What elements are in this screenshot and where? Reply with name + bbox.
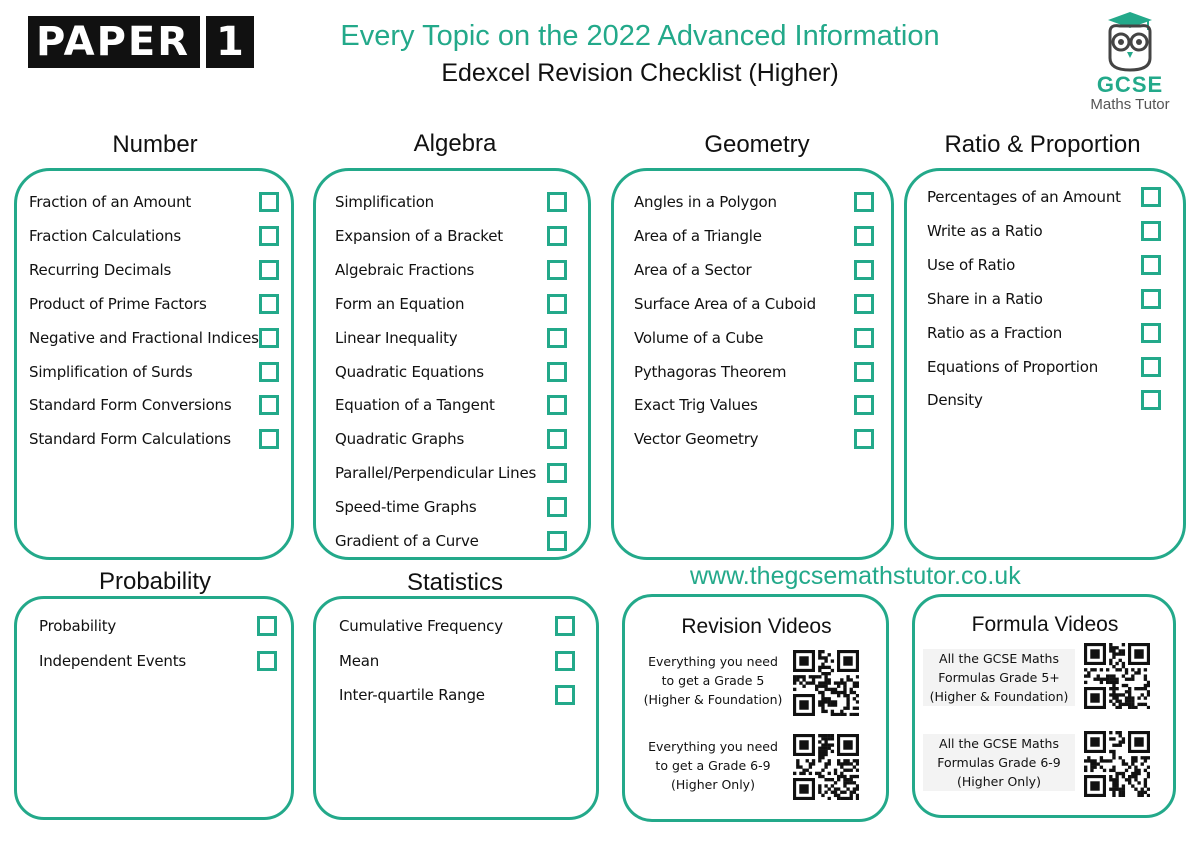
checkbox[interactable] (547, 497, 567, 517)
logo-gcse-text: GCSE (1096, 72, 1164, 97)
checklist-item-label: Standard Form Calculations (29, 430, 231, 449)
checklist-item-label: Pythagoras Theorem (634, 362, 787, 381)
algebra-box (313, 168, 591, 560)
qr-code-icon[interactable] (793, 650, 859, 716)
checklist-item-label: Parallel/Perpendicular Lines (335, 464, 537, 483)
checkbox[interactable] (259, 226, 279, 246)
checkbox[interactable] (1141, 221, 1161, 241)
checklist-item-label: Simplification of Surds (29, 362, 193, 381)
checkbox[interactable] (259, 294, 279, 314)
checkbox[interactable] (547, 362, 567, 382)
checkbox[interactable] (547, 328, 567, 348)
checklist-item-label: Fraction Calculations (29, 226, 181, 245)
checkbox[interactable] (259, 192, 279, 212)
checklist-item-label: Cumulative Frequency (339, 617, 503, 635)
paper-number: 1 (206, 16, 254, 68)
checklist-item-label: Quadratic Equations (335, 362, 484, 381)
website-link[interactable]: www.thegcsemathstutor.co.uk (690, 562, 1021, 590)
checkbox[interactable] (1141, 390, 1161, 410)
geometry-box (611, 168, 894, 560)
checkbox[interactable] (257, 616, 277, 636)
revision-videos-box (622, 594, 889, 822)
checkbox[interactable] (1141, 289, 1161, 309)
checklist-item-label: Equations of Proportion (927, 357, 1099, 376)
checklist-item-label: Ratio as a Fraction (927, 323, 1063, 342)
checkbox[interactable] (259, 395, 279, 415)
checkbox[interactable] (259, 260, 279, 280)
checklist-item-label: Probability (39, 617, 117, 635)
formula-videos-title: Formula Videos (971, 613, 1119, 636)
checkbox[interactable] (854, 328, 874, 348)
checkbox[interactable] (547, 192, 567, 212)
paper-word: PAPER (28, 16, 200, 68)
page-title: Every Topic on the 2022 Advanced Information (340, 20, 940, 52)
checklist-item-label: Independent Events (39, 651, 187, 670)
checklist-item-label: Share in a Ratio (927, 289, 1043, 308)
checkbox[interactable] (555, 651, 575, 671)
checklist-item-label: Use of Ratio (927, 255, 1016, 274)
page-subtitle: Edexcel Revision Checklist (Higher) (441, 59, 839, 87)
checkbox[interactable] (854, 395, 874, 415)
checkbox[interactable] (547, 463, 567, 483)
checkbox[interactable] (1141, 187, 1161, 207)
checklist-item-label: Percentages of an Amount (927, 188, 1121, 206)
checklist-item-label: Recurring Decimals (29, 260, 172, 279)
revision-videos-title: Revision Videos (681, 615, 832, 638)
paper-badge (28, 16, 254, 68)
formula-videos-box (912, 594, 1176, 818)
checklist-item-label: Inter-quartile Range (339, 686, 485, 704)
ratio-box (904, 168, 1186, 560)
checklist-item-label: Linear Inequality (335, 328, 458, 347)
checkbox[interactable] (547, 294, 567, 314)
number-box (14, 168, 294, 560)
probability-box (14, 596, 294, 820)
checkbox[interactable] (555, 685, 575, 705)
checklist-item-label: Negative and Fractional Indices (29, 328, 259, 347)
checklist-item-label: Mean (339, 651, 380, 670)
checklist-item-label: Expansion of a Bracket (335, 226, 503, 245)
gcse-maths-tutor-logo (1070, 10, 1190, 120)
checklist-item-label: Angles in a Polygon (634, 193, 777, 211)
checklist-item-label: Volume of a Cube (634, 328, 764, 347)
checkbox[interactable] (257, 651, 277, 671)
checklist-item-label: Simplification (335, 193, 434, 211)
checklist-item-label: Algebraic Fractions (335, 260, 475, 279)
number-title: Number (112, 131, 198, 158)
checkbox[interactable] (259, 429, 279, 449)
checklist-item-label: Form an Equation (335, 294, 465, 313)
checkbox[interactable] (1141, 323, 1161, 343)
logo-subtext: Maths Tutor (1090, 96, 1170, 113)
formula-video-2-text: All the GCSE Maths Formulas Grade 6-9 (Higher Only) (923, 734, 1075, 791)
checklist-item-label: Product of Prime Factors (29, 294, 207, 313)
checkbox[interactable] (854, 192, 874, 212)
owl-icon (1100, 10, 1160, 72)
checklist-item-label: Density (927, 391, 983, 410)
formula-video-1-text: All the GCSE Maths Formulas Grade 5+ (Higher & Foundation) (923, 649, 1075, 706)
checkbox[interactable] (1141, 255, 1161, 275)
statistics-box (313, 596, 599, 820)
algebra-title: Algebra (413, 130, 497, 157)
revision-video-1-text: Everything you need to get a Grade 5 (Higher & Foundation) (643, 654, 783, 707)
probability-title: Probability (98, 568, 212, 595)
checkbox[interactable] (555, 616, 575, 636)
checkbox[interactable] (547, 395, 567, 415)
statistics-title: Statistics (406, 569, 504, 596)
checkbox[interactable] (854, 226, 874, 246)
qr-code-icon[interactable] (1084, 643, 1150, 709)
checklist-item-label: Fraction of an Amount (29, 193, 192, 211)
checklist-item-label: Equation of a Tangent (335, 396, 495, 415)
checklist-item-label: Area of a Triangle (634, 226, 762, 245)
checkbox[interactable] (547, 260, 567, 280)
checkbox[interactable] (259, 362, 279, 382)
checklist-item-label: Vector Geometry (634, 430, 759, 449)
checklist-item-label: Write as a Ratio (927, 221, 1043, 240)
checkbox[interactable] (259, 328, 279, 348)
geometry-title: Geometry (704, 131, 810, 158)
qr-code-icon[interactable] (793, 734, 859, 800)
checkbox[interactable] (1141, 357, 1161, 377)
checklist-item-label: Gradient of a Curve (335, 532, 479, 550)
checkbox[interactable] (854, 294, 874, 314)
checklist-item-label: Area of a Sector (634, 260, 752, 279)
checklist-item-label: Surface Area of a Cuboid (634, 294, 816, 313)
checkbox[interactable] (547, 226, 567, 246)
revision-video-2-text: Everything you need to get a Grade 6-9 (Higher Only) (648, 739, 778, 792)
qr-code-icon[interactable] (1084, 731, 1150, 797)
ratio-title: Ratio & Proportion (944, 131, 1141, 158)
checklist-item-label: Quadratic Graphs (335, 430, 465, 449)
checklist-item-label: Standard Form Conversions (29, 396, 232, 415)
checklist-item-label: Exact Trig Values (634, 396, 758, 415)
checkbox[interactable] (854, 260, 874, 280)
checkbox[interactable] (854, 362, 874, 382)
checkbox[interactable] (547, 531, 567, 551)
checkbox[interactable] (854, 429, 874, 449)
checklist-item-label: Speed-time Graphs (335, 498, 477, 517)
checkbox[interactable] (547, 429, 567, 449)
